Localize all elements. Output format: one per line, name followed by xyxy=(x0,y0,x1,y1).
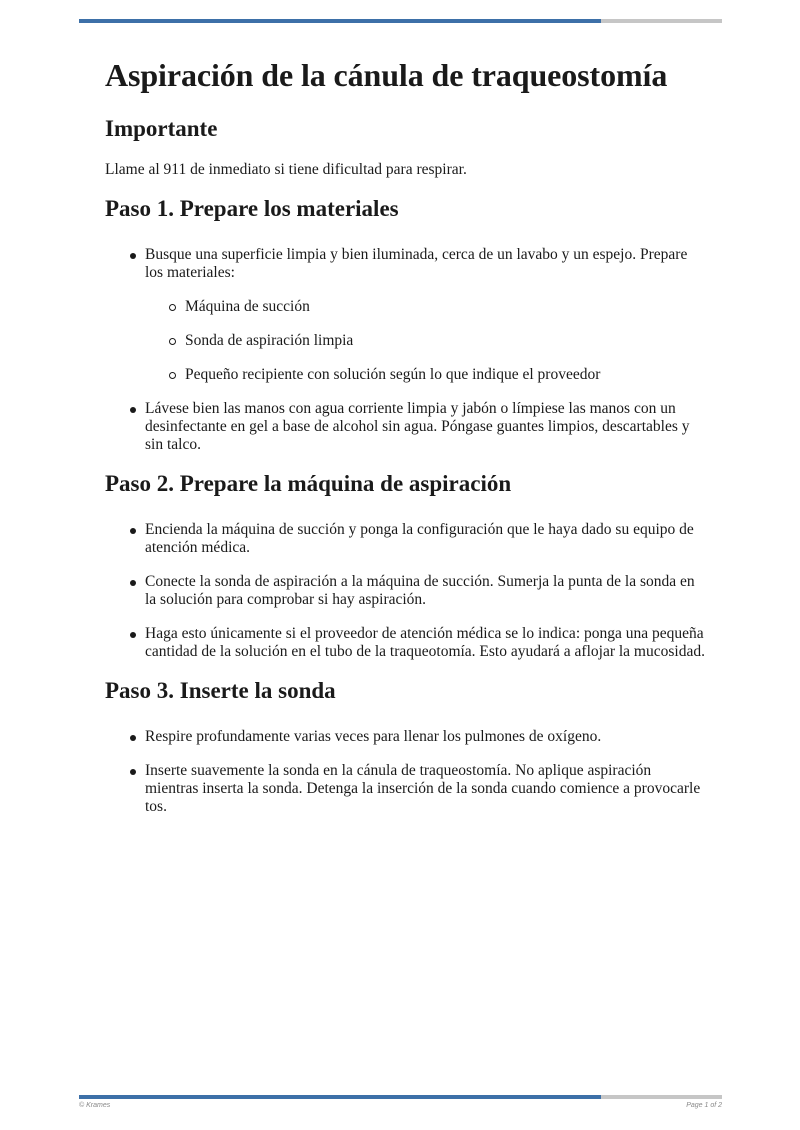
paso1-sublist xyxy=(145,298,705,384)
list-item-text: Respire profundamente varias veces para llenar los pulmones de oxígeno. xyxy=(145,728,602,745)
footer-bar xyxy=(79,1095,722,1099)
bullet-icon xyxy=(130,528,136,534)
bullet-icon xyxy=(130,769,136,775)
paso2-heading: Paso 2. Prepare la máquina de aspiración xyxy=(105,471,512,496)
footer-copyright: © Krames xyxy=(79,1102,111,1109)
footer-bar-remainder xyxy=(601,1095,722,1099)
sublist-item-text: Sonda de aspiración limpia xyxy=(185,332,354,349)
paso3-list xyxy=(105,728,705,816)
bullet-icon xyxy=(130,407,136,413)
list-item-text: Haga esto únicamente si el proveedor de atención médica se lo indica: ponga una pequeña cantidad de la solución en el tubo de la traqueotomía. Esto ayudará a aflojar la mucosidad. xyxy=(145,625,705,660)
sublist-item xyxy=(145,298,705,316)
sublist-item-text: Máquina de succión xyxy=(185,298,310,315)
list-item-text: Busque una superficie limpia y bien iluminada, cerca de un lavabo y un espejo. Prepare los materiales: xyxy=(145,246,688,281)
circle-bullet-icon xyxy=(169,372,176,379)
paso2-list xyxy=(105,521,705,661)
sublist-item xyxy=(145,366,705,384)
importante-text: Llame al 911 de inmediato si tiene dificultad para respirar. xyxy=(105,161,467,178)
list-item-text: Lávese bien las manos con agua corriente limpia y jabón o límpiese las manos con un desinfectante en gel a base de alcohol sin agua. Póngase guantes limpios, descartables y sin talco. xyxy=(145,400,690,453)
circle-bullet-icon xyxy=(169,338,176,345)
list-item-text: Conecte la sonda de aspiración a la máquina de succión. Sumerja la punta de la sonda en la solución para comprobar si hay aspiración. xyxy=(145,573,695,608)
list-item xyxy=(105,573,705,609)
bullet-icon xyxy=(130,580,136,586)
document-content xyxy=(105,52,705,816)
page-title: Aspiración de la cánula de traqueostomía xyxy=(105,57,668,93)
list-item-text: Inserte suavemente la sonda en la cánula de traqueostomía. No aplique aspiración mientras inserta la sonda. Detenga la inserción de la sonda cuando comience a provocarle tos. xyxy=(145,762,701,815)
header-bar-remainder xyxy=(601,19,722,23)
header-bar-accent xyxy=(79,19,601,23)
circle-bullet-icon xyxy=(169,304,176,311)
paso1-heading: Paso 1. Prepare los materiales xyxy=(105,196,399,221)
list-item xyxy=(105,625,705,661)
header-bar xyxy=(79,19,722,23)
list-item xyxy=(105,246,705,384)
list-item xyxy=(105,400,705,454)
paso3-heading: Paso 3. Inserte la sonda xyxy=(105,678,336,703)
footer-page-number: Page 1 of 2 xyxy=(686,1102,722,1109)
list-item xyxy=(105,521,705,557)
sublist-item xyxy=(145,332,705,350)
sublist-item-text: Pequeño recipiente con solución según lo que indique el proveedor xyxy=(185,366,601,383)
list-item xyxy=(105,762,705,816)
bullet-icon xyxy=(130,735,136,741)
footer-bar-accent xyxy=(79,1095,601,1099)
bullet-icon xyxy=(130,632,136,638)
list-item-text: Encienda la máquina de succión y ponga la configuración que le haya dado su equipo de atención médica. xyxy=(145,521,694,556)
paso1-list xyxy=(105,246,705,454)
list-item xyxy=(105,728,705,746)
bullet-icon xyxy=(130,253,136,259)
importante-heading: Importante xyxy=(105,116,218,141)
